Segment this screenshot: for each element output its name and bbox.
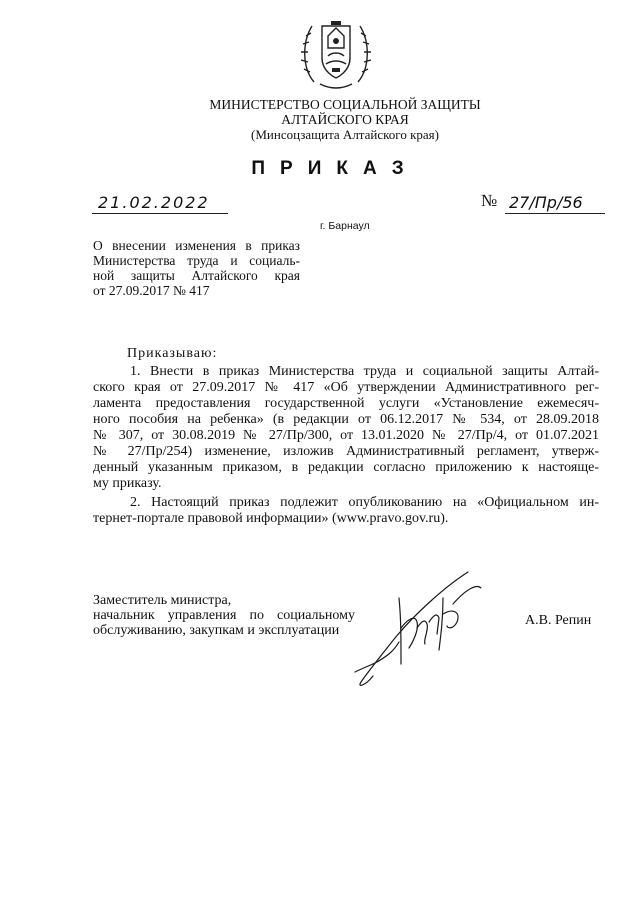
order-number: 27/Пр/56 xyxy=(505,192,605,214)
body-line: № 307, от 30.08.2019 № 27/Пр/300, от 13.01.2020 № 27/Пр/4, от 01.07.2021 xyxy=(93,428,599,443)
order-date: 21.02.2022 xyxy=(92,192,228,214)
subject-line: ной защиты Алтайского края xyxy=(93,268,300,283)
subject-line: от 27.09.2017 № 417 xyxy=(93,283,210,298)
signer-position-line: обслуживанию, закупкам и эксплуатации xyxy=(93,623,340,638)
body-line: № 27/Пр/254) изменение, изложив Административный регламент, утверж- xyxy=(93,444,599,459)
body-line: денный указанным приказом, в редакции согласно приложению к настояще- xyxy=(93,460,599,475)
body-line: ского края от 27.09.2017 № 417 «Об утверждении Административного рег- xyxy=(93,380,599,395)
handwritten-signature-icon xyxy=(343,568,503,690)
document-title: ПРИКАЗ xyxy=(251,158,419,179)
ministry-name-line2: АЛТАЙСКОГО КРАЯ xyxy=(281,112,409,127)
body-line: 1. Внести в приказ Министерства труда и социальной защиты Алтай- xyxy=(130,364,599,379)
body-line: ламента предоставления государственной услуги «Установление ежемесяч- xyxy=(93,396,599,411)
body-line: тернет-портале правовой информации» (www.pravo.gov.ru). xyxy=(93,511,449,526)
ministry-short-name: (Минсоцзащита Алтайского края) xyxy=(251,127,439,142)
city: г. Барнаул xyxy=(320,220,370,232)
body-line: 2. Настоящий приказ подлежит опубликованию на «Официальном ин- xyxy=(130,495,599,510)
signer-position-line: Заместитель министра, xyxy=(93,593,232,608)
signer-position-line: начальник управления по социальному xyxy=(93,608,355,623)
body-line: ного пособия на ребенка» (в редакции от 06.12.2017 № 534, от 28.09.2018 xyxy=(93,412,599,427)
subject-line: Министерства труда и социаль- xyxy=(93,253,300,268)
body-line: му приказу. xyxy=(93,476,162,491)
coat-of-arms-icon xyxy=(298,12,374,94)
signer-name: А.В. Репин xyxy=(525,613,592,628)
number-sign: № xyxy=(481,191,498,210)
ministry-name-line1: МИНИСТЕРСТВО СОЦИАЛЬНОЙ ЗАЩИТЫ xyxy=(209,97,481,112)
order-heading: Приказываю: xyxy=(127,346,218,361)
subject-line: О внесении изменения в приказ xyxy=(93,238,300,253)
